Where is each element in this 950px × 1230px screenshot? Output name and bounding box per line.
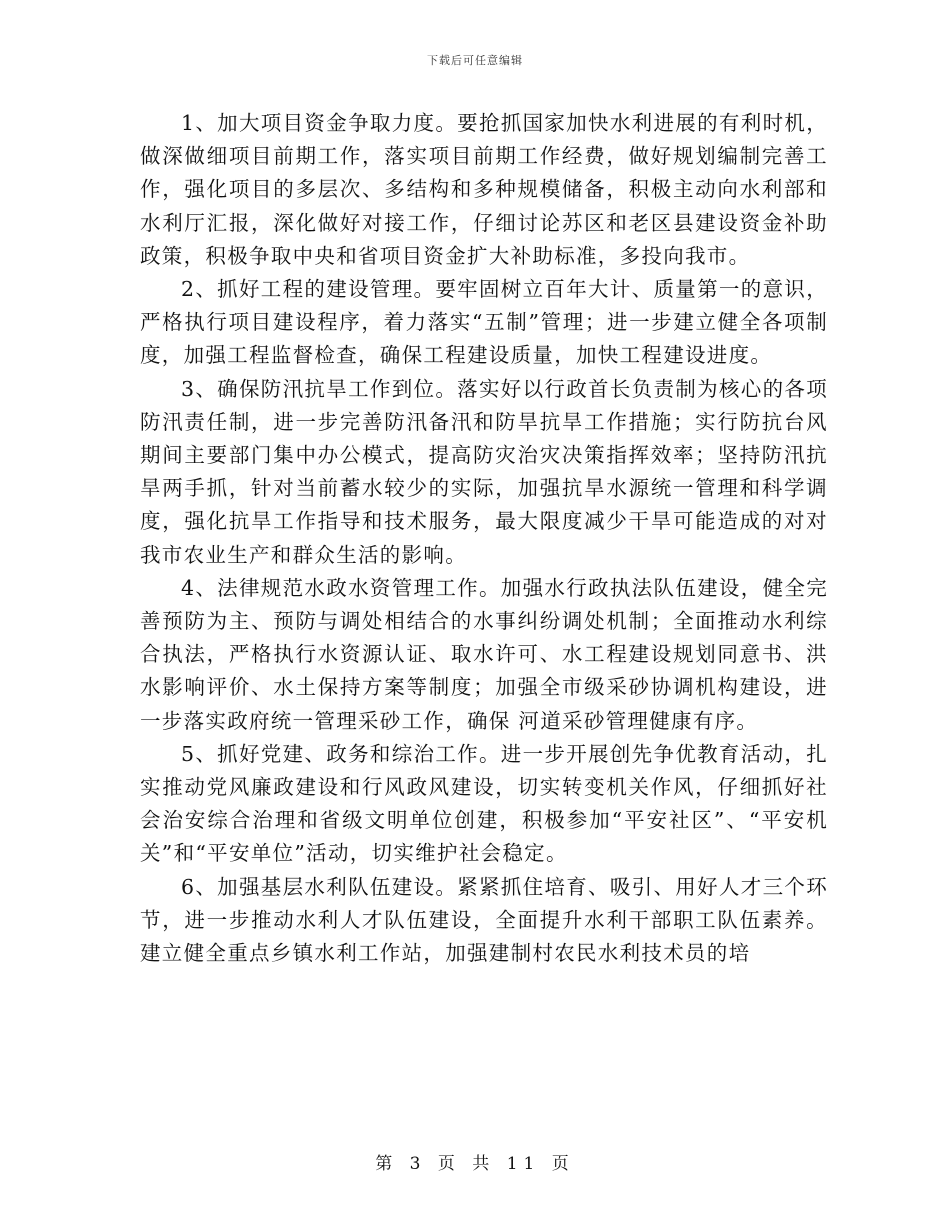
paragraph-5: 5、抓好党建、政务和综治工作。进一步开展创先争优教育活动，扎实推动党风廉政建设和行风政风建设，切实转变机关作风，仔细抓好社会治安综合治理和省级文明单位创建，积极参加“平安社区”、“平安机关”和“平安单位”活动，切实维护社会稳定。	[140, 741, 828, 866]
paragraph-4: 4、法律规范水政水资管理工作。加强水行政执法队伍建设，健全完善预防为主、预防与调处相结合的水事纠纷调处机制；全面推动水利综合执法，严格执行水资源认证、取水许可、水工程建设规划同意书、洪水影响评价、水土保持方案等制度；加强全市级采砂协调机构建设，进一步落实政府统一管理采砂工作，确保 河道采砂管理健康有序。	[140, 575, 828, 733]
paragraph-3: 3、确保防汛抗旱工作到位。落实好以行政首长负责制为核心的各项防汛责任制，进一步完善防汛备汛和防旱抗旱工作措施；实行防抗台风期间主要部门集中办公模式，提高防灾治灾决策指挥效率；坚持防汛抗旱两手抓，针对当前蓄水较少的实际，加强抗旱水源统一管理和科学调度，强化抗旱工作指导和技术服务，最大限度减少干旱可能造成的对对我市农业生产和群众生活的影响。	[140, 376, 828, 567]
page-header: 下载后可任意编辑	[427, 54, 523, 67]
paragraph-6: 6、加强基层水利队伍建设。紧紧抓住培育、吸引、用好人才三个环节，进一步推动水利人才队伍建设，全面提升水利干部职工队伍素养。建立健全重点乡镇水利工作站，加强建制村农民水利技术员的培	[140, 874, 828, 966]
paragraph-1: 1、加大项目资金争取力度。要抢抓国家加快水利进展的有利时机，做深做细项目前期工作，落实项目前期工作经费，做好规划编制完善工作，强化项目的多层次、多结构和多种规模储备，积极主动向水利部和水利厅汇报，深化做好对接工作，仔细讨论苏区和老区县建设资金补助政策，积极争取中央和省项目资金扩大补助标准，多投向我市。	[140, 111, 828, 268]
page-number-footer: 第 3 页 共 11 页	[375, 1154, 575, 1174]
paragraph-2: 2、抓好工程的建设管理。要牢固树立百年大计、质量第一的意识，严格执行项目建设程序，着力落实“五制”管理；进一步建立健全各项制度，加强工程监督检查，确保工程建设质量，加快工程建设进度。	[140, 277, 828, 368]
document-body	[140, 107, 828, 970]
